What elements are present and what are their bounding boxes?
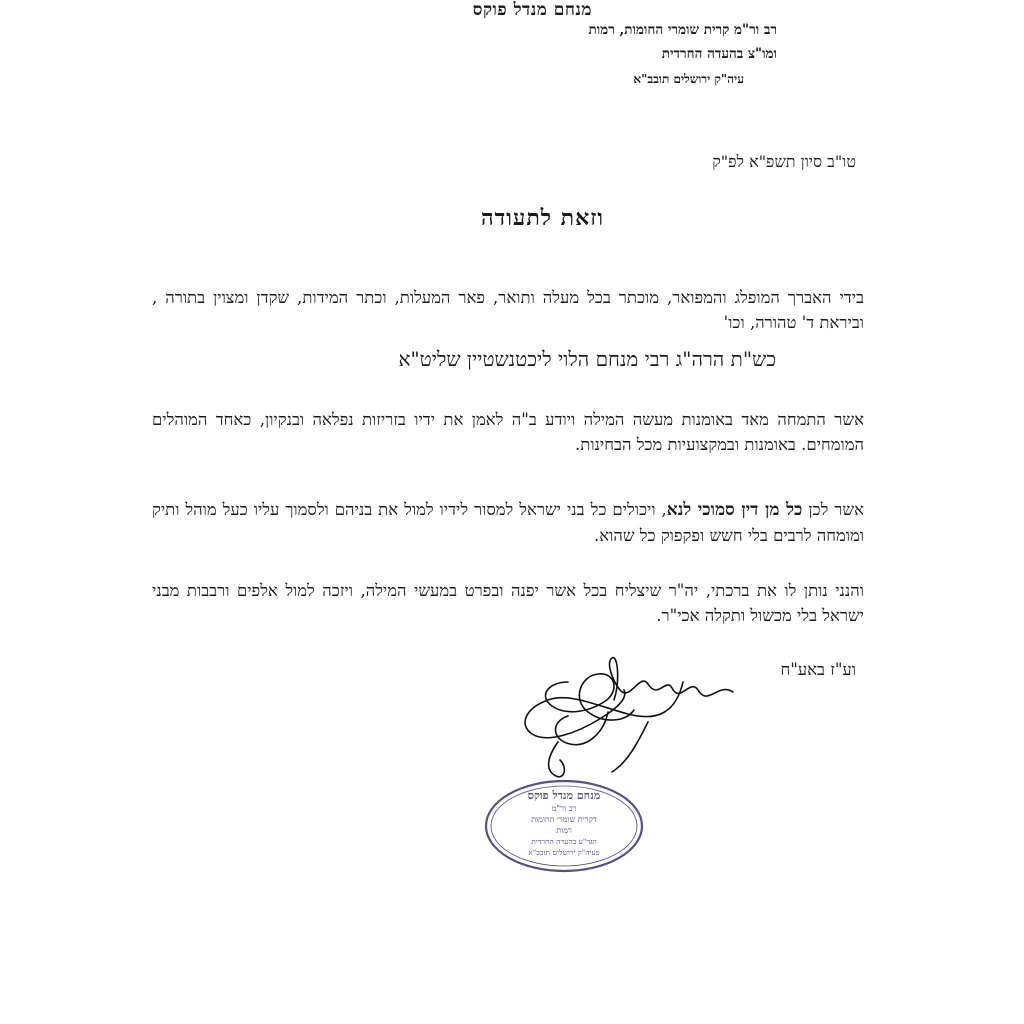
honoree-name: כש"ת הרה"ג רבי מנחם הלוי ליכטנשטיין שליט"א — [398, 347, 776, 371]
letterhead-city-line: עיה"ק ירושלים תובב"א — [633, 72, 744, 86]
stamp-line-position: הגר"ע בהעדה החרדית — [531, 837, 597, 846]
stamp-line-neighborhood: רמות — [556, 826, 572, 835]
stamp-line-community: דקרית שומרי החומות — [531, 815, 597, 824]
closing-line: וע"ז באע"ח — [780, 660, 856, 679]
stamp-line-city: פעיה"ק ירושלים תובב"א — [528, 848, 600, 857]
stamp-line-name: מנחם מנדל פוקס — [527, 789, 601, 802]
letterhead-position-line: ומו"צ בהעדה החרדית — [661, 46, 777, 62]
endorsement-bold-phrase: כל מן דין סמוכי לנא — [666, 500, 803, 520]
document-title: וזאת לתעודה — [481, 205, 604, 231]
rabbinical-stamp — [484, 778, 644, 874]
paragraph-blessing: והנני נותן לו את ברכתי, יה"ר שיצליח בכל אשר יפנה ובפרט במעשי המילה, ויזכה למול אלפים ורבבות מבני ישראל בלי מכשול ותקלה אכי"ר. — [152, 581, 864, 625]
endorsement-rest: , ויכולים כל בני ישראל למסור לידיו למול את בניהם ולסמוך עליו כעל מוהל ותיק ומומחה לרבים בלי חשש ופקפוק כל שהוא. — [152, 500, 864, 545]
letterhead-name: מנחם מנדל פוקס — [472, 0, 592, 20]
stamp-line-title: רב ור"מ — [551, 804, 577, 813]
paragraph-skill: אשר התמחה מאד באומנות מעשה המילה ויודע ב"ה לאמן את ידיו בזריזות נפלאה ובנקיון, כאחד המוהלים המומחים. באומנות ובמקצועיות מכל הבחינות. — [152, 410, 864, 454]
letterhead-title-line: רב ור"מ קרית שומרי החומות, רמות — [588, 22, 777, 38]
letter-date: טו"ב סיון תשפ"א לפ"ק — [712, 152, 856, 171]
paragraph-endorsement — [152, 497, 864, 548]
endorsement-start: אשר לכן — [802, 500, 864, 519]
handwritten-signature — [508, 652, 738, 792]
paragraph-intro: בידי האברך המופלג והמפואר, מוכתר בכל מעלה ותואר, פאר המעלות, וכתר המידות, שקדן ומצוין בתורה , וביראת ד' טהורה, וכו' — [152, 288, 864, 332]
